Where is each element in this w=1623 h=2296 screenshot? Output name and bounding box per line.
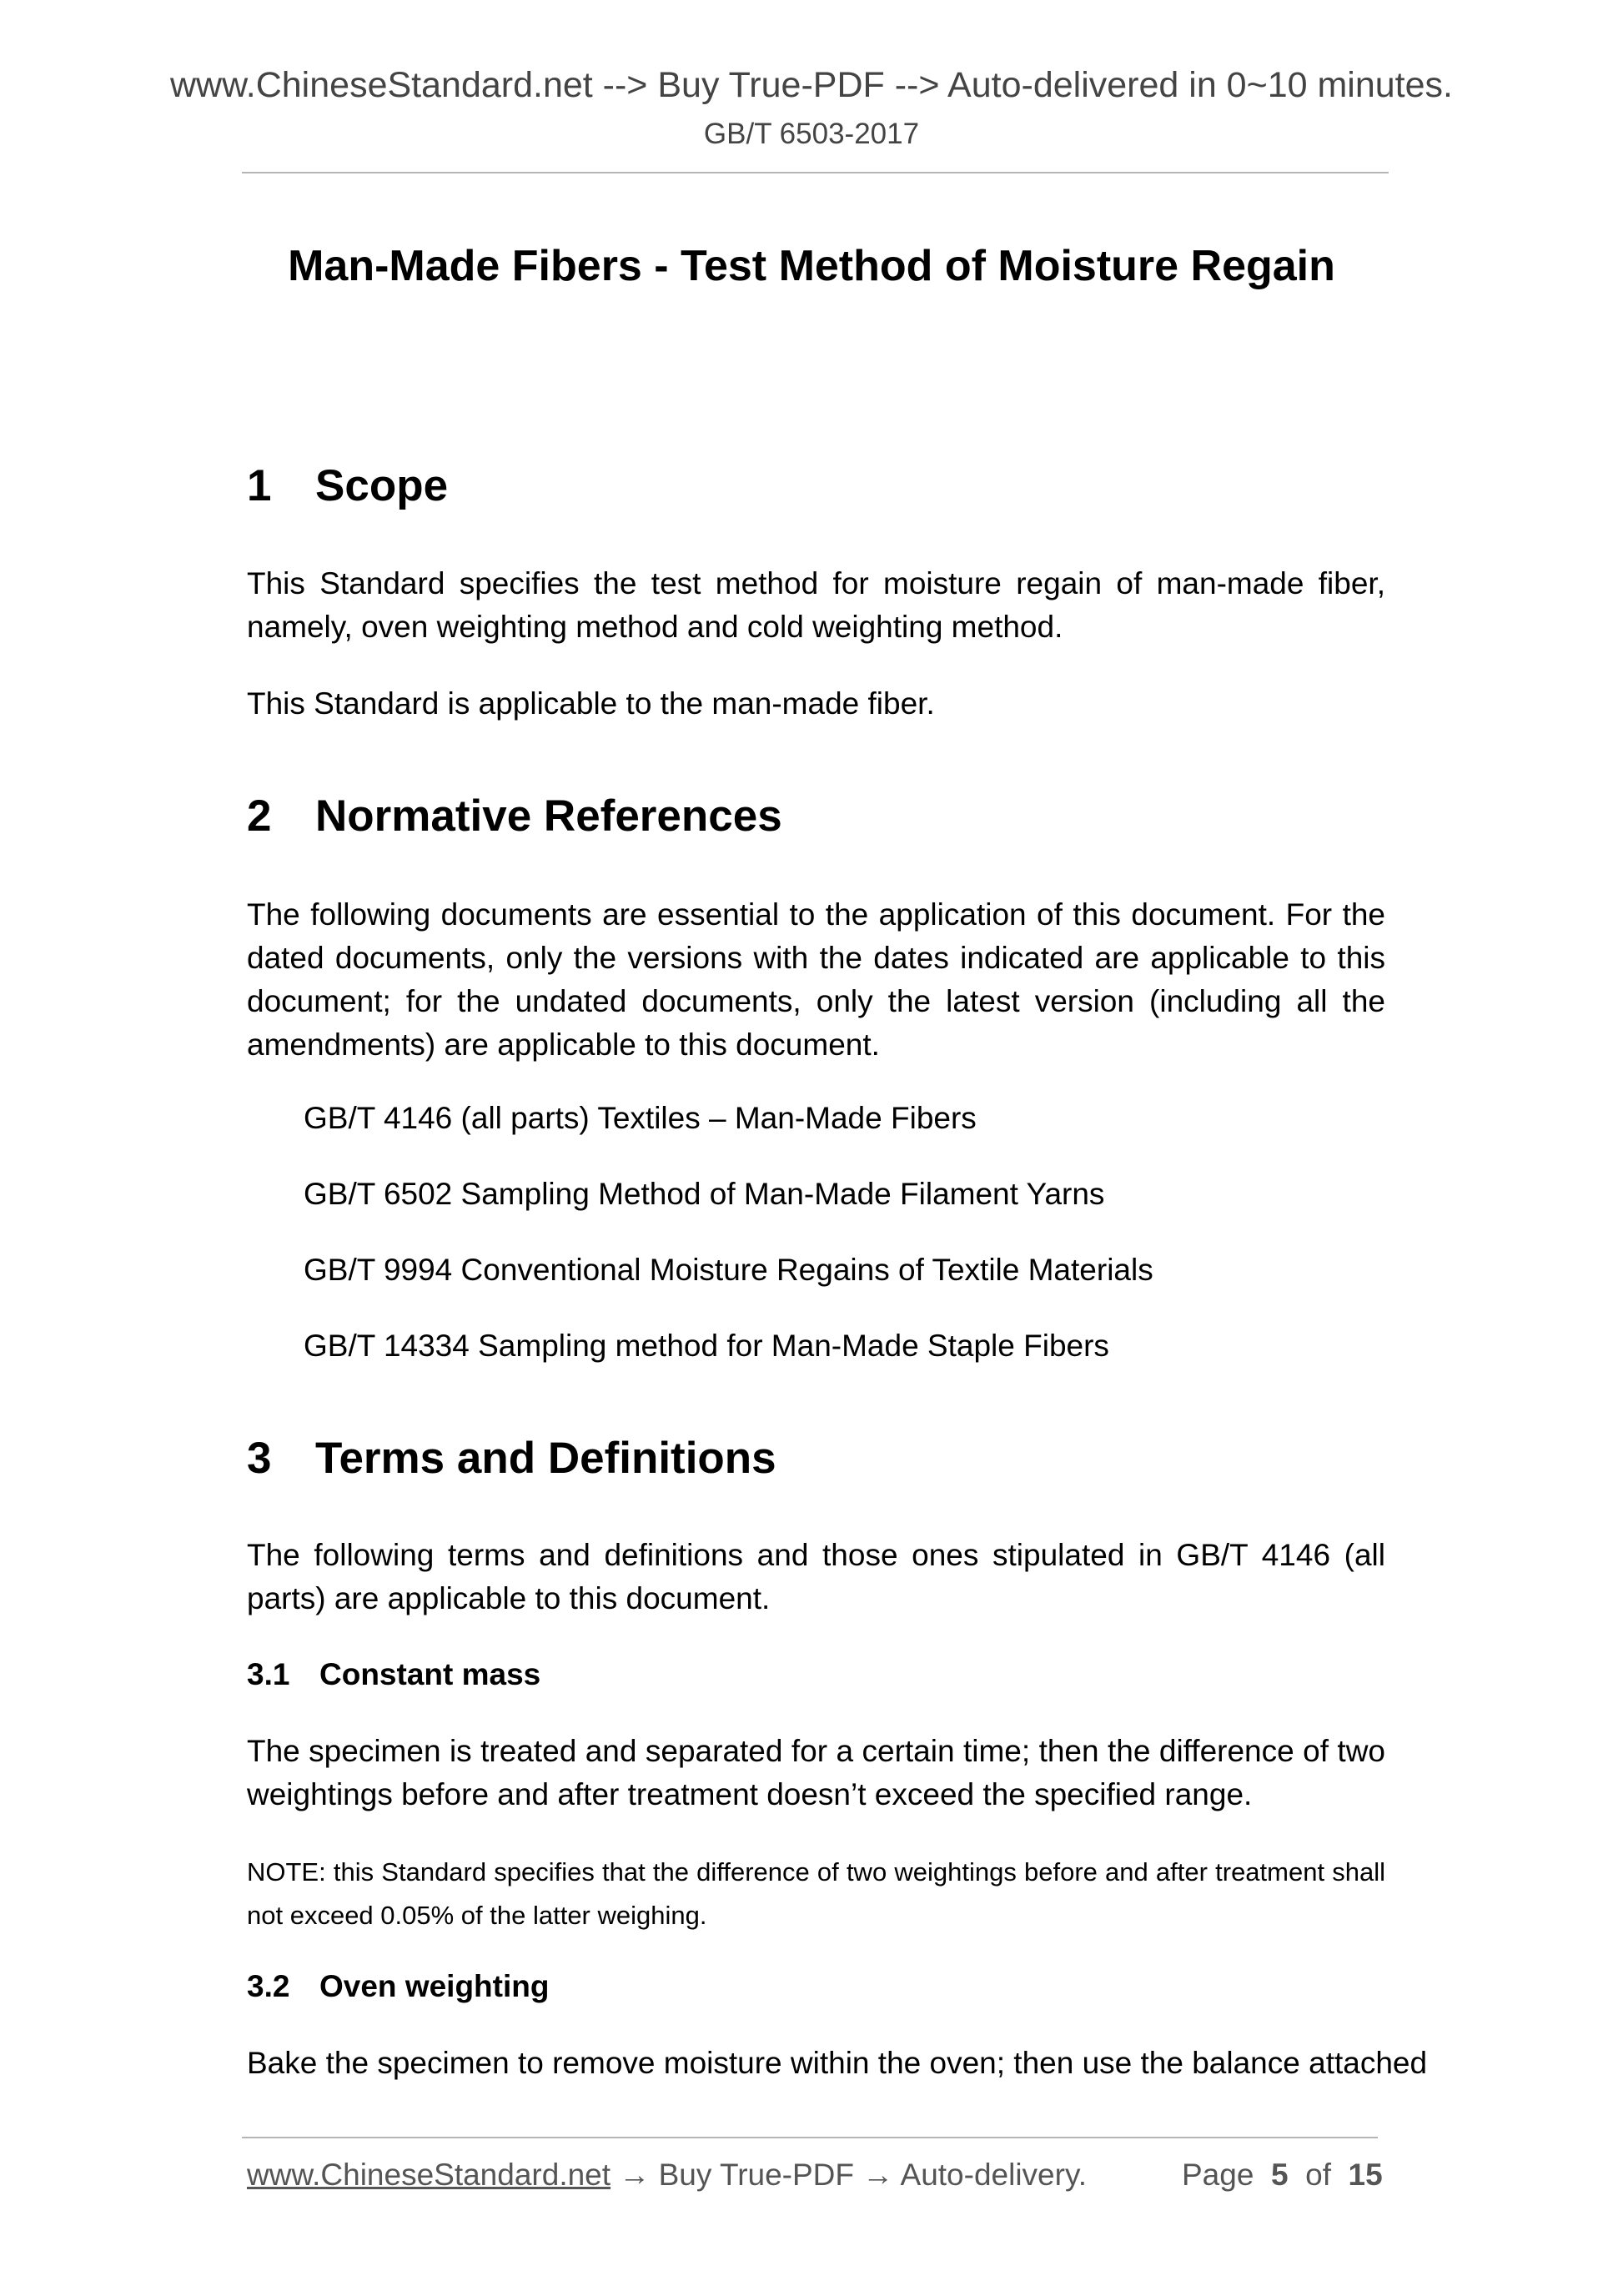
constant-mass-definition: The specimen is treated and separated for a certain time; then the difference of two weightings before and after treatment doesn’t exceed the specified range. xyxy=(247,1734,1385,1811)
subsection-number: 3.2 xyxy=(247,1969,290,2003)
header-banner: www.ChineseStandard.net --> Buy True-PDF --> Auto-delivered in 0~10 minutes. xyxy=(169,65,1453,105)
section-number: 3 xyxy=(247,1434,272,1483)
oven-weighting-definition: Bake the specimen to remove moisture within the oven; then use the balance attached xyxy=(247,2046,1428,2080)
scope-paragraph-2: This Standard is applicable to the man-made fiber. xyxy=(247,686,935,721)
total-pages-number: 15 xyxy=(1348,2158,1383,2192)
scope-paragraph-1: This Standard specifies the test method for moisture regain of man-made fiber, namely, oven weighting method and cold weighting method. xyxy=(247,566,1385,644)
reference-item: GB/T 14334 Sampling method for Man-Made Staple Fibers xyxy=(304,1329,1109,1363)
footer-site-link[interactable]: www.ChineseStandard.net xyxy=(247,2158,611,2192)
reference-item: GB/T 6502 Sampling Method of Man-Made Filament Yarns xyxy=(304,1177,1105,1211)
constant-mass-note: NOTE: this Standard specifies that the difference of two weightings before and after treatment shall not exceed 0.05% of the latter weighing. xyxy=(247,1857,1385,1930)
reference-item: GB/T 9994 Conventional Moisture Regains of Textile Materials xyxy=(304,1253,1153,1287)
section-title: Scope xyxy=(315,461,449,510)
subsection-title: Oven weighting xyxy=(319,1969,550,2003)
section-title: Terms and Definitions xyxy=(315,1434,776,1483)
subsection-number: 3.1 xyxy=(247,1657,290,1691)
terms-intro: The following terms and definitions and those ones stipulated in GB/T 4146 (all parts) are applicable to this document. xyxy=(247,1538,1385,1615)
current-page-number: 5 xyxy=(1270,2158,1289,2192)
page-indicator xyxy=(1182,2154,1383,2196)
footer-tagline: → Buy True-PDF → Auto-delivery. xyxy=(611,2158,1087,2192)
footer-divider xyxy=(242,2137,1378,2138)
subsection-heading-oven-weighting xyxy=(247,1966,549,2007)
document-title: Man-Made Fibers - Test Method of Moisture Regain xyxy=(288,242,1335,290)
section-title: Normative References xyxy=(315,791,782,841)
subsection-heading-constant-mass xyxy=(247,1654,540,1696)
standard-code: GB/T 6503-2017 xyxy=(703,118,920,150)
section-heading-scope xyxy=(247,459,448,514)
section-number: 2 xyxy=(247,791,272,841)
section-heading-terms xyxy=(247,1431,776,1486)
reference-item: GB/T 4146 (all parts) Textiles – Man-Made Fibers xyxy=(304,1101,977,1135)
of-label: of xyxy=(1305,2158,1331,2192)
section-heading-normative-references xyxy=(247,789,782,844)
header-divider xyxy=(242,172,1389,173)
subsection-title: Constant mass xyxy=(319,1657,541,1691)
references-intro: The following documents are essential to the application of this document. For the dated documents, only the versions with the dates indicated are applicable to this document; for the undated documents, only the latest version (including all the amendments) are applicable to this document. xyxy=(247,897,1385,1062)
page-label: Page xyxy=(1182,2158,1254,2192)
section-number: 1 xyxy=(247,461,272,510)
footer-promo xyxy=(247,2154,1087,2196)
